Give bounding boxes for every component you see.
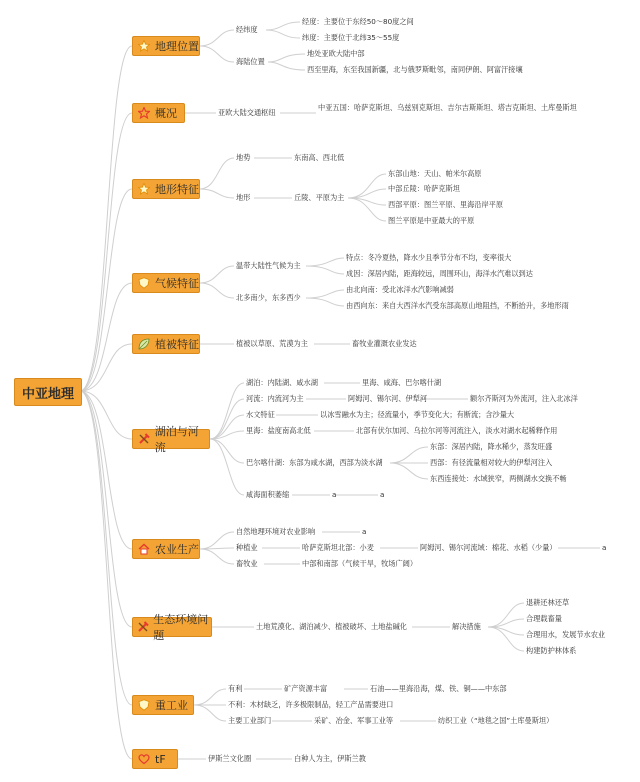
node-sea-land-position: 海陆位置 [236,57,265,66]
node-stocking: 合理载畜量 [526,614,562,623]
category-label: 地理位置 [155,40,199,53]
node-return-forest: 退耕还林还草 [526,598,570,607]
shield-icon [137,276,151,290]
category-label: 生态环境问题 [153,613,209,642]
node-sectors-list: 采矿、冶金、军事工业等 [314,716,394,725]
node-aral-a1: a [332,490,337,499]
node-climate-type: 温带大陆性气候为主 [236,261,301,270]
node-unfavorable: 不利：木材缺乏，许多极限制品，轻工产品需要进口 [228,700,394,709]
house-icon [137,542,151,556]
node-race-religion: 白种人为主，伊斯兰教 [294,754,366,763]
leaf-icon [137,337,151,351]
category-terrain[interactable] [132,179,200,199]
node-main-sectors: 主要工业部门 [228,716,272,725]
node-solutions: 解决措施 [452,622,481,631]
node-aral-a2: a [380,490,385,499]
node-water-saving: 合理用水，发展节水农业 [526,630,606,639]
star-icon [137,106,151,120]
shield-icon [137,698,151,712]
node-animal-husbandry: 畜牧业灌溉农业发达 [352,339,417,348]
category-lakes-rivers[interactable] [132,425,210,454]
node-elevation-trend: 地势 [236,153,251,162]
category-label: 地形特征 [155,183,199,196]
tools-icon [137,620,149,634]
node-balkhash-east: 东部：深居内陆，降水稀少，蒸发旺盛 [430,442,553,451]
node-favorable: 有利 [228,684,243,693]
node-planting: 种植业 [236,543,258,552]
node-aral-shrink: 咸海面积萎缩 [246,490,290,499]
category-ecology[interactable] [132,613,212,642]
node-rivers: 河流：内流河为主 [246,394,304,403]
node-irtysh: 额尔齐斯河为外流河，注入北冰洋 [470,394,578,403]
node-shelterbelt: 构建防护林体系 [526,646,577,655]
tools-icon [137,432,151,446]
category-label: 重工业 [155,699,188,712]
node-transport-hub: 亚欧大陆交通枢纽 [218,108,276,117]
node-climate-feature: 特点：冬冷夏热，降水少且季节分布不均，变率很大 [346,253,512,262]
node-cotton-rice: 阿姆河、锡尔河流域：棉花、水稻（少量） [420,543,557,552]
category-label: 农业生产 [155,543,199,556]
category-agriculture[interactable] [132,539,200,559]
node-natural-impact-a: a [362,527,367,536]
node-natural-impact: 自然地理环境对农业影响 [236,527,316,536]
category-climate[interactable] [132,273,200,293]
node-herding-detail: 中部和南部（气候干旱，牧场广阔） [302,559,418,568]
category-label: 概况 [155,107,177,120]
node-landform: 地形 [236,193,251,202]
node-lakes: 湖泊：内陆湖、咸水湖 [246,378,318,387]
node-vegetation-type: 植被以草原、荒漠为主 [236,339,308,348]
node-west-east: 由西向东：来自大西洋水汽受东部高原山地阻挡，不断抬升，多地形雨 [346,301,569,310]
star-icon [137,39,151,53]
node-lat-lon: 经纬度 [236,25,258,34]
node-hydrology-detail: 以冰雪融水为主；径流量小，季节变化大；有断流；含沙量大 [320,410,515,419]
node-balkhash: 巴尔喀什湖：东部为咸水湖，西部为淡水湖 [246,458,383,467]
category-label: 气候特征 [155,277,199,290]
node-textile: 纺织工业（“地毯之国”土库曼斯坦） [438,716,554,725]
node-herding: 畜牧业 [236,559,258,568]
heart-icon [137,752,151,766]
node-minerals: 矿产资源丰富 [284,684,328,693]
node-north-wheat: 哈萨克斯坦北部：小麦 [302,543,374,552]
category-label: tF [155,752,166,766]
node-balkhash-joint: 东西连接处：水域狭窄，两侧湖水交换不畅 [430,474,567,483]
category-geo-location[interactable] [132,36,200,56]
node-latitude: 纬度：主要位于北纬35～55度 [302,33,400,42]
node-central-hills: 中部丘陵：哈萨克斯坦 [388,184,460,193]
node-east-mountains: 东部山地：天山、帕米尔高原 [388,169,482,178]
category-label: 植被特征 [155,338,199,351]
root-node[interactable]: 中亚地理 [14,378,82,406]
node-five-countries: 中亚五国：哈萨克斯坦、乌兹别克斯坦、吉尔吉斯斯坦、塔吉克斯坦、土库曼斯坦 [318,103,577,112]
node-elevation-value: 东南高、西北低 [294,153,345,162]
node-planting-a: a [602,543,607,552]
node-eco-problems: 土地荒漠化、湖泊减少、植被破坏、土地盐碱化 [256,622,407,631]
category-vegetation[interactable] [132,334,200,354]
node-mineral-detail: 石油——里海沿海，煤、铁、铜——中东部 [370,684,507,693]
node-borders: 西至里海，东至我国新疆，北与俄罗斯毗邻，南同伊朗、阿富汗接壤 [307,65,523,74]
node-north-south: 由北向南：受北冰洋水汽影响减弱 [346,285,454,294]
node-hydrology: 水文特征 [246,410,275,419]
category-heavy-industry[interactable] [132,695,194,715]
node-precip-distribution: 北多南少，东多西少 [236,293,301,302]
category-label: 湖泊与河流 [154,425,199,454]
node-landform-type: 丘陵、平原为主 [294,193,345,202]
node-balkhash-west: 西部：有径流量相对较大的伊犁河注入 [430,458,553,467]
node-longitude: 经度：主要位于东经50～80度之间 [302,17,414,26]
node-islamic-culture: 伊斯兰文化圈 [208,754,252,763]
node-caspian-detail: 北部有伏尔加河、乌拉尔河等河流注入，淡水对湖水起稀释作用 [356,426,558,435]
node-turan-plain: 图兰平原是中亚最大的平原 [388,216,475,225]
node-river-names: 阿姆河、锡尔河、伊犁河 [348,394,428,403]
node-caspian: 里海：盐度南高北低 [246,426,311,435]
node-west-plains: 西部平原：图兰平原、里海沿岸平原 [388,200,504,209]
category-overview[interactable] [132,103,185,123]
star-icon [137,182,151,196]
node-climate-cause: 成因：深居内陆，距海较远，周围环山，海洋水汽难以到达 [346,269,533,278]
node-lake-names: 里海、咸海、巴尔喀什湖 [362,378,442,387]
node-inland-center: 地处亚欧大陆中部 [307,49,365,58]
category-tf[interactable] [132,749,178,769]
